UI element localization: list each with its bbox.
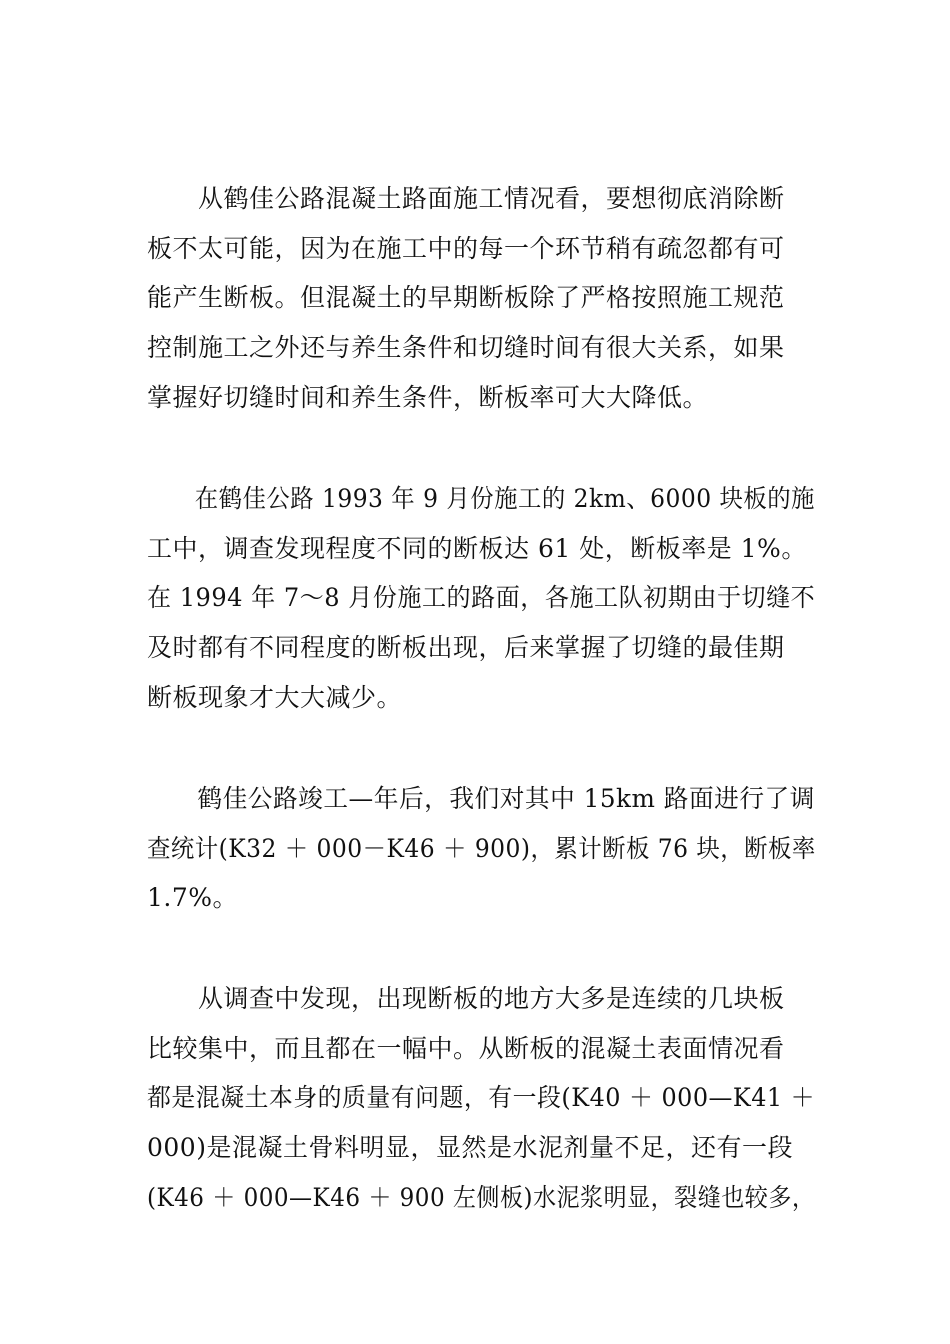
text-line: 掌握好切缝时间和养生条件，断板率可大大降低。 (147, 382, 709, 412)
text-line: 能产生断板。但混凝土的早期断板除了严格按照施工规范 (147, 283, 785, 313)
text-line: 在 1994 年 7～8 月份施工的路面，各施工队初期由于切缝不 (147, 583, 816, 613)
text-line: 控制施工之外还与养生条件和切缝时间有很大关系，如果 (147, 333, 785, 363)
text-line: 000)是混凝土骨料明显，显然是水泥剂量不足，还有一段 (147, 1133, 793, 1163)
paragraph-1 (147, 174, 807, 422)
text-line: 1.7%。 (147, 883, 239, 913)
paragraph-4 (147, 974, 816, 1222)
text-line: 断板现象才大大减少。 (147, 682, 403, 712)
text-line: 及时都有不同程度的断板出现，后来掌握了切缝的最佳期 (147, 633, 785, 663)
text-line: 从调查中发现，出现断板的地方大多是连续的几块板 (198, 984, 785, 1013)
text-line: 都是混凝土本身的质量有问题，有一段(K40 ＋ 000—K41 ＋ (147, 1083, 816, 1113)
text-line: 比较集中，而且都在一幅中。从断板的混凝土表面情况看 (147, 1033, 785, 1063)
paragraph-2 (147, 474, 816, 722)
text-line: 查统计(K32 ＋ 000－K46 ＋ 900)，累计断板 76 块，断板率 (147, 833, 816, 863)
text-line: 板不太可能，因为在施工中的每一个环节稍有疏忽都有可 (147, 233, 785, 263)
text-line: 鹤佳公路竣工—年后，我们对其中 15km 路面进行了调 (197, 784, 815, 813)
text-line: (K46 ＋ 000—K46 ＋ 900 左侧板)水泥浆明显，裂缝也较多， (147, 1182, 816, 1212)
paragraph-3 (147, 774, 816, 923)
text-line: 在鹤佳公路 1993 年 9 月份施工的 2km、6000 块板的施 (194, 484, 815, 513)
text-line: 从鹤佳公路混凝土路面施工情况看，要想彻底消除断 (198, 184, 785, 213)
text-line: 工中，调查发现程度不同的断板达 61 处，断板率是 1%。 (147, 533, 807, 563)
